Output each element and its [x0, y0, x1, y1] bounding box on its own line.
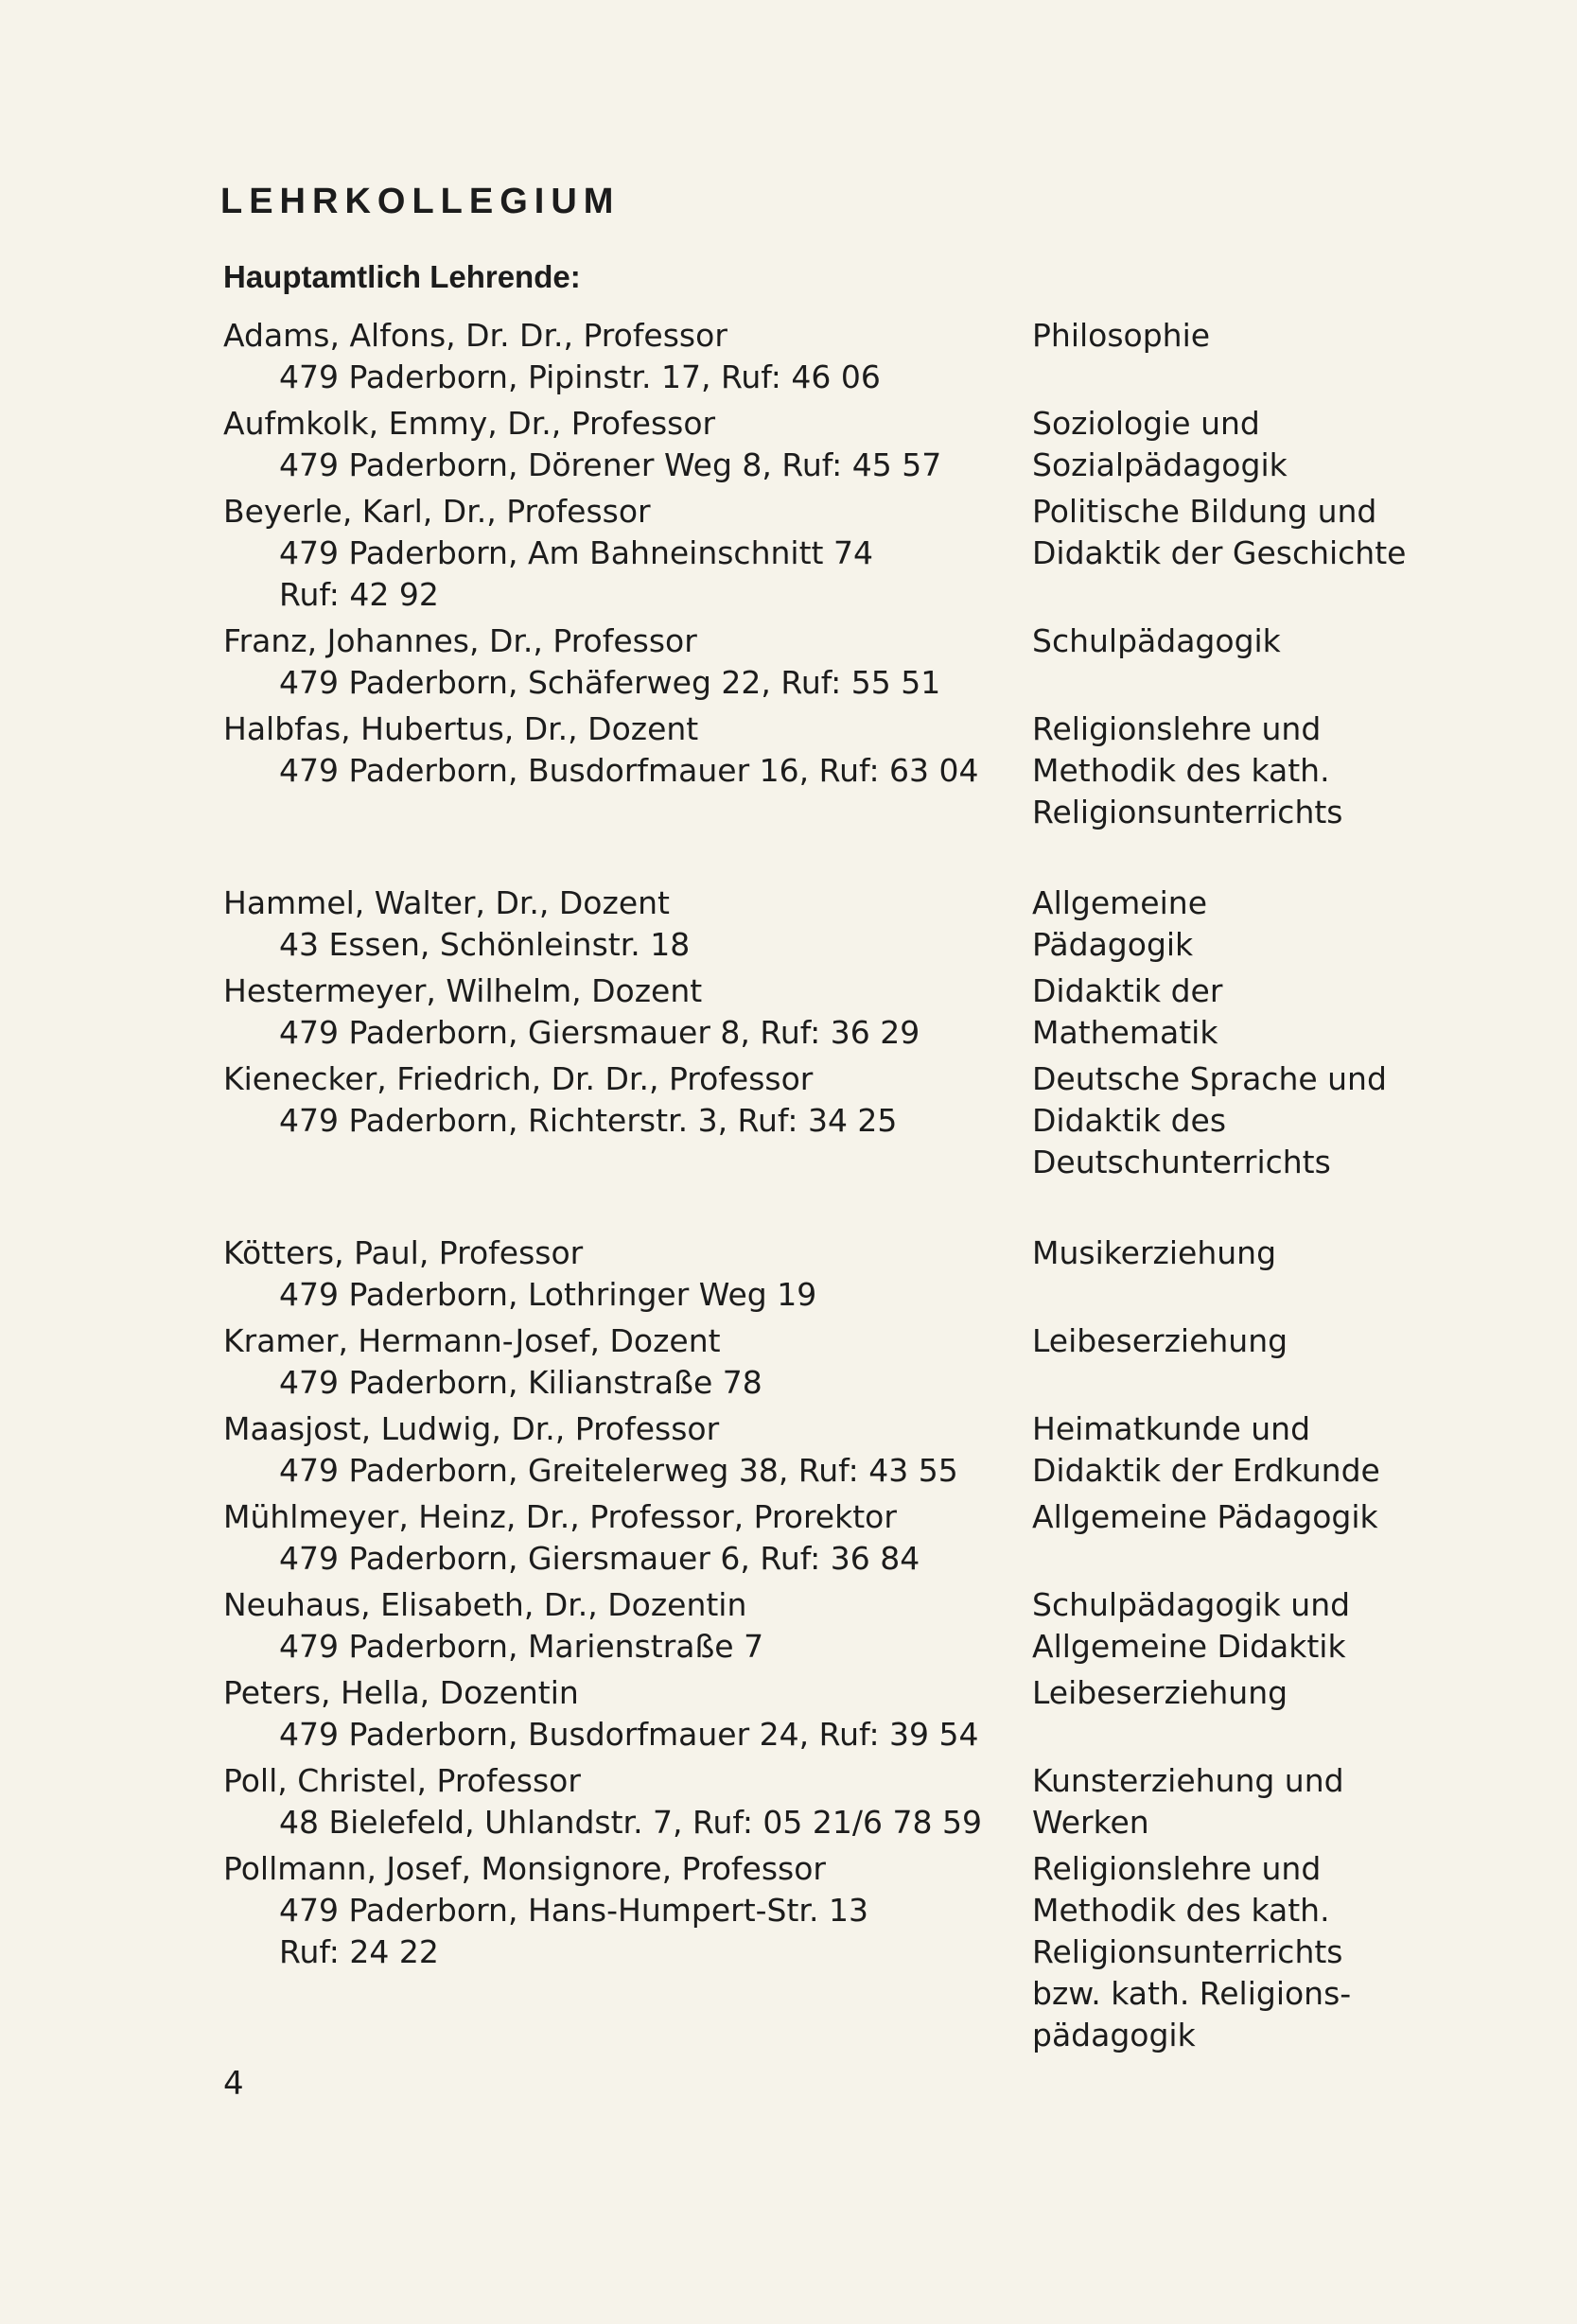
faculty-name: Kienecker, Friedrich, Dr. Dr., Professor — [223, 1060, 814, 1097]
faculty-address: Ruf: 42 92 — [279, 576, 439, 613]
faculty-details — [223, 1848, 1032, 2056]
faculty-address: 43 Essen, Schönleinstr. 18 — [279, 926, 691, 963]
faculty-entry — [223, 882, 1453, 966]
faculty-name: Mühlmeyer, Heinz, Dr., Professor, Prorektor — [223, 1498, 897, 1535]
faculty-details — [223, 1672, 1032, 1756]
faculty-entry — [223, 1672, 1453, 1756]
faculty-details — [223, 1760, 1032, 1843]
faculty-name: Pollmann, Josef, Monsignore, Professor — [223, 1850, 826, 1887]
faculty-address: 479 Paderborn, Hans-Humpert-Str. 13 — [279, 1892, 868, 1929]
faculty-subject — [1032, 315, 1453, 398]
subject-line: Philosophie — [1032, 317, 1211, 354]
faculty-address: 479 Paderborn, Schäferweg 22, Ruf: 55 51 — [279, 664, 941, 701]
faculty-address: 479 Paderborn, Kilianstraße 78 — [279, 1364, 762, 1401]
faculty-details — [223, 1584, 1032, 1668]
faculty-name: Maasjost, Ludwig, Dr., Professor — [223, 1410, 720, 1447]
faculty-entry — [223, 1496, 1453, 1580]
subject-line: Pädagogik — [1032, 926, 1194, 963]
faculty-name: Halbfas, Hubertus, Dr., Dozent — [223, 710, 699, 747]
faculty-entry — [223, 1848, 1453, 2056]
faculty-entry — [223, 1760, 1453, 1843]
subject-line: Didaktik der — [1032, 972, 1223, 1009]
subject-line: Heimatkunde und — [1032, 1410, 1311, 1447]
faculty-address: 479 Paderborn, Pipinstr. 17, Ruf: 46 06 — [279, 358, 881, 395]
faculty-entry — [223, 970, 1453, 1054]
faculty-name: Peters, Hella, Dozentin — [223, 1674, 579, 1711]
faculty-entry — [223, 1232, 1453, 1316]
faculty-entry — [223, 1584, 1453, 1668]
faculty-subject — [1032, 1408, 1453, 1492]
faculty-address: 479 Paderborn, Giersmauer 8, Ruf: 36 29 — [279, 1014, 920, 1051]
faculty-details — [223, 708, 1032, 833]
subject-line: Religionsunterrichts — [1032, 1933, 1343, 1970]
subject-line: Didaktik der Erdkunde — [1032, 1452, 1380, 1489]
faculty-name: Poll, Christel, Professor — [223, 1762, 581, 1799]
subject-line: Allgemeine Pädagogik — [1032, 1498, 1378, 1535]
faculty-entry — [223, 1058, 1453, 1183]
faculty-subject — [1032, 1584, 1453, 1668]
faculty-details — [223, 970, 1032, 1054]
faculty-subject — [1032, 882, 1453, 966]
subject-line: Religionsunterrichts — [1032, 794, 1343, 830]
faculty-details — [223, 315, 1032, 398]
faculty-entry — [223, 1320, 1453, 1404]
faculty-details — [223, 882, 1032, 966]
subject-line: Didaktik der Geschichte — [1032, 534, 1407, 571]
faculty-subject — [1032, 1232, 1453, 1316]
faculty-address: 479 Paderborn, Marienstraße 7 — [279, 1628, 764, 1665]
faculty-details — [223, 1320, 1032, 1404]
faculty-address: 479 Paderborn, Dörener Weg 8, Ruf: 45 57 — [279, 446, 942, 483]
faculty-entry — [223, 315, 1453, 398]
faculty-details — [223, 403, 1032, 486]
subject-line: Didaktik des — [1032, 1102, 1227, 1139]
faculty-name: Franz, Johannes, Dr., Professor — [223, 622, 697, 659]
subject-line: Schulpädagogik und — [1032, 1586, 1351, 1623]
faculty-subject — [1032, 1058, 1453, 1183]
faculty-name: Neuhaus, Elisabeth, Dr., Dozentin — [223, 1586, 747, 1623]
subject-line: bzw. kath. Religions- — [1032, 1975, 1352, 2012]
faculty-details — [223, 1058, 1032, 1183]
faculty-subject — [1032, 1496, 1453, 1580]
subject-line: pädagogik — [1032, 2017, 1196, 2053]
faculty-details — [223, 620, 1032, 704]
faculty-address: 479 Paderborn, Giersmauer 6, Ruf: 36 84 — [279, 1540, 920, 1577]
subject-line: Leibeserziehung — [1032, 1674, 1288, 1711]
subject-line: Werken — [1032, 1804, 1149, 1841]
faculty-details — [223, 1232, 1032, 1316]
faculty-details — [223, 1496, 1032, 1580]
faculty-name: Hestermeyer, Wilhelm, Dozent — [223, 972, 703, 1009]
faculty-address: 479 Paderborn, Busdorfmauer 16, Ruf: 63 04 — [279, 752, 979, 789]
subject-line: Leibeserziehung — [1032, 1322, 1288, 1359]
faculty-entry — [223, 708, 1453, 833]
subject-line: Kunsterziehung und — [1032, 1762, 1344, 1799]
faculty-address: 479 Paderborn, Am Bahneinschnitt 74 — [279, 534, 873, 571]
faculty-details — [223, 491, 1032, 616]
faculty-name: Adams, Alfons, Dr. Dr., Professor — [223, 317, 727, 354]
faculty-address: 479 Paderborn, Busdorfmauer 24, Ruf: 39 54 — [279, 1716, 979, 1753]
faculty-address: 479 Paderborn, Greitelerweg 38, Ruf: 43 55 — [279, 1452, 958, 1489]
subject-line: Allgemeine Didaktik — [1032, 1628, 1346, 1665]
faculty-subject — [1032, 620, 1453, 704]
section-subtitle: Hauptamtlich Lehrende: — [223, 259, 581, 294]
subject-line: Allgemeine — [1032, 884, 1207, 921]
subject-line: Religionslehre und — [1032, 1850, 1322, 1887]
faculty-details — [223, 1408, 1032, 1492]
subject-line: Deutschunterrichts — [1032, 1144, 1331, 1180]
faculty-entry — [223, 403, 1453, 486]
subject-line: Politische Bildung und — [1032, 493, 1377, 530]
faculty-address: 48 Bielefeld, Uhlandstr. 7, Ruf: 05 21/6 78 59 — [279, 1804, 982, 1841]
subject-line: Musikerziehung — [1032, 1234, 1277, 1271]
faculty-subject — [1032, 1848, 1453, 2056]
faculty-subject — [1032, 491, 1453, 616]
subject-line: Religionslehre und — [1032, 710, 1322, 747]
faculty-address: Ruf: 24 22 — [279, 1933, 439, 1970]
faculty-entry — [223, 491, 1453, 616]
faculty-address: 479 Paderborn, Lothringer Weg 19 — [279, 1276, 817, 1313]
faculty-subject — [1032, 403, 1453, 486]
faculty-subject — [1032, 1760, 1453, 1843]
subject-line: Deutsche Sprache und — [1032, 1060, 1387, 1097]
faculty-name: Kramer, Hermann-Josef, Dozent — [223, 1322, 721, 1359]
faculty-address: 479 Paderborn, Richterstr. 3, Ruf: 34 25 — [279, 1102, 898, 1139]
faculty-subject — [1032, 970, 1453, 1054]
faculty-entry — [223, 620, 1453, 704]
faculty-subject — [1032, 1672, 1453, 1756]
page-title: LEHRKOLLEGIUM — [220, 182, 621, 221]
faculty-name: Hammel, Walter, Dr., Dozent — [223, 884, 670, 921]
subject-line: Methodik des kath. — [1032, 752, 1330, 789]
subject-line: Soziologie und — [1032, 405, 1260, 442]
subject-line: Mathematik — [1032, 1014, 1218, 1051]
faculty-name: Kötters, Paul, Professor — [223, 1234, 584, 1271]
faculty-name: Aufmkolk, Emmy, Dr., Professor — [223, 405, 716, 442]
faculty-subject — [1032, 708, 1453, 833]
subject-line: Sozialpädagogik — [1032, 446, 1288, 483]
page-number: 4 — [223, 2065, 244, 2103]
faculty-subject — [1032, 1320, 1453, 1404]
subject-line: Methodik des kath. — [1032, 1892, 1330, 1929]
subject-line: Schulpädagogik — [1032, 622, 1281, 659]
faculty-list — [223, 315, 1453, 2061]
faculty-entry — [223, 1408, 1453, 1492]
faculty-name: Beyerle, Karl, Dr., Professor — [223, 493, 651, 530]
